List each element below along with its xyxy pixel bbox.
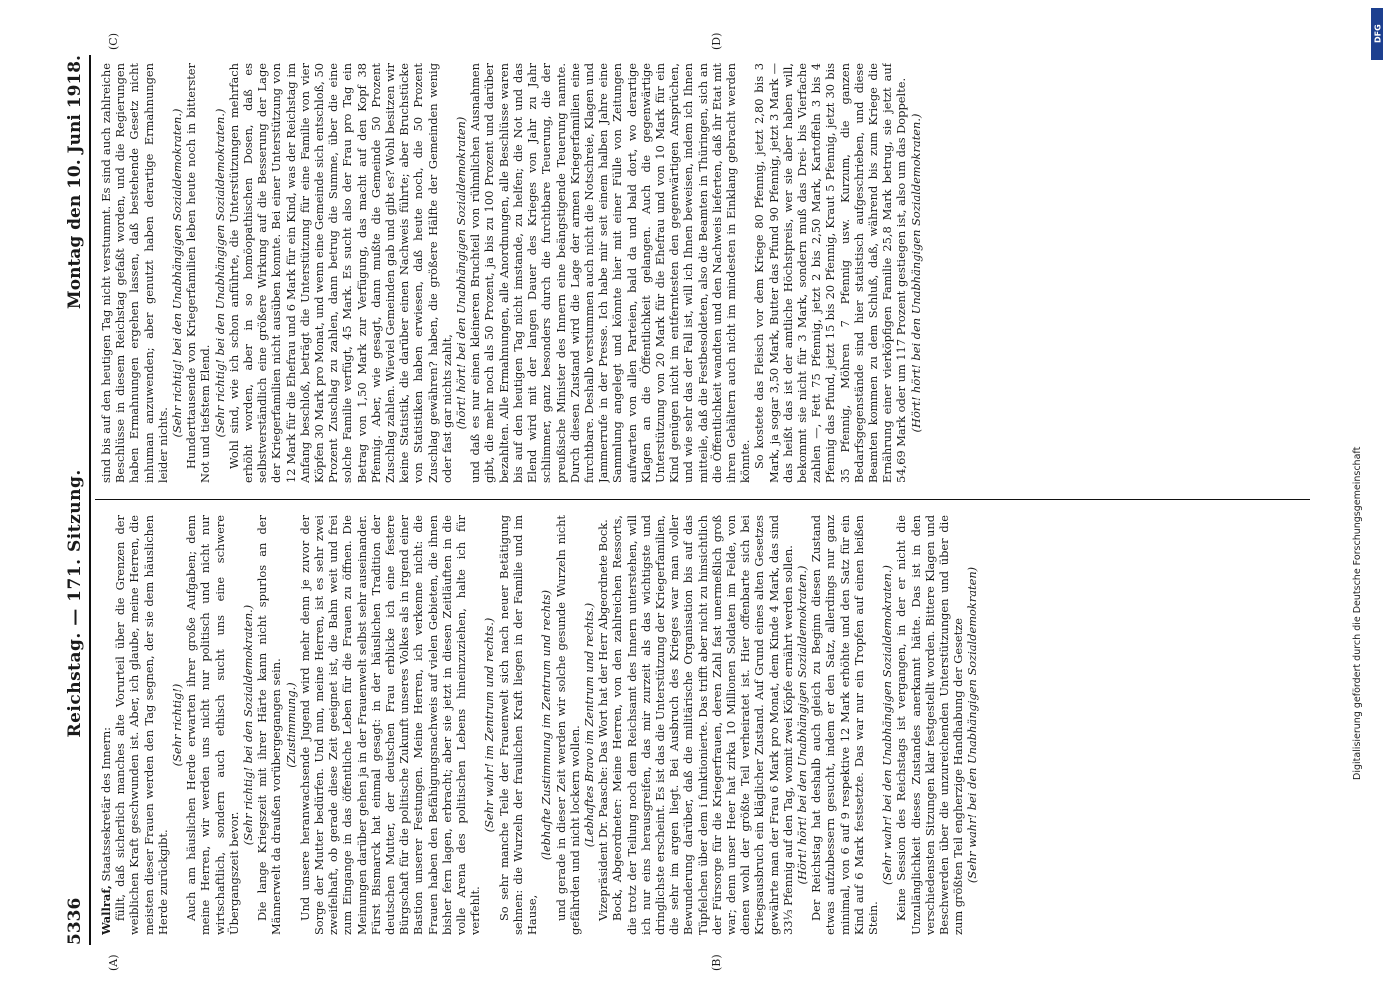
paragraph: Die lange Kriegszeit mit ihrer Härte kann nicht spurlos an der Männerwelt da draußen vorübergegangen sein. — [255, 515, 284, 935]
interjection: (Hört! hört! bei den Unabhängigen Sozialdemokraten.) — [908, 113, 923, 433]
dfg-logo: DFG — [1371, 8, 1383, 60]
page-number: 5336 — [65, 897, 85, 945]
paragraph: Auch am häuslichen Herde erwarten ihrer große Aufgaben; denn meine Herren, wir werden uns nicht nur politisch und nicht nur wirtschaftlich, sondern auch ethisch sucht uns eine schwere Übergangszeit bevor. — [184, 515, 241, 935]
interjection: (Sehr wahr! bei den Unabhängigen Sozialdemokraten.) — [880, 565, 895, 885]
paragraph: Der Reichstag hat deshalb auch gleich zu Beginn diesen Zustand etwas aufzubessern gesucht, indem er den Satz, allerdings nur ganz minimal, von 6 auf 9 respektive 12 Mark erhöhte und den Satz für ein Kind auf 6 Mark festsetzte. Das war nur ein Tropfen auf einen heißen Stein. — [809, 515, 880, 935]
speaker-name: Wallraf, — [99, 885, 113, 935]
interjection: (Sehr wahr! im Zentrum und rechts.) — [482, 617, 497, 833]
paragraph: sind bis auf den heutigen Tag nicht verstummt. Es sind auch zahlreiche Beschlüsse in diesem Reichstag gefaßt worden, und die Regierungen haben Ermahnungen ergehen lassen, daß bestehende Gesetz nicht inhuman anzuwenden; aber genutzt haben derartige Ermahnungen leider nichts. — [99, 63, 170, 483]
speaker-role: Staatssekretär des Innern: — [99, 727, 113, 886]
interjection: (Sehr richtig! bei den Sozialdemokraten.) — [241, 604, 256, 846]
interjection: (Sehr richtig!) — [170, 683, 185, 767]
header-rule — [89, 55, 91, 945]
page-header — [55, 55, 85, 945]
session-date: Montag den 10. Juni 1918. — [65, 55, 85, 310]
interjection: (Zustimmung.) — [283, 682, 298, 768]
paragraph: Hunderttausende von Kriegerfamilien leben heute noch in bitterster Not und tiefstem Elend. — [184, 63, 213, 483]
paragraph: So sehr manche Teile der Frauenwelt sich nach neuer Betätigung sehnen: die Wurzeln der fraulichen Kraft liegen in der Familie und im Hause, — [496, 515, 540, 935]
paragraph: Bock, Abgeordneter: Meine Herren, von den zahlreichen Ressorts, die trotz der Teilung noch dem Reichsamt des Innern unterstehen, will ich nur eins herausgreifen, das mir zurzeit als das wichtigste und dringlichste erscheint. Es ist das die Unterstützung der Kriegerfamilien, die sehr im argen liegt. Bei Ausbruch des Krieges war man voller Bewunderung darüber, daß die militärische Organisation bis auf das Tüpfelchen über dem i funktionierte. Das trifft aber nicht zu hinsichtlich der Fürsorge für die Kriegerfrauen, deren Zahl fast unermeßlich groß war; denn unser Heer hat zirka 10 Millionen Soldaten im Felde, von denen wohl der größte Teil verheiratet ist. Hier offenbarte sich bei Kriegsausbruch ein kläglicher Zustand. Auf Grund eines alten Gesetzes gewährte man der Frau 6 Mark pro Monat, dem Kinde 4 Mark, das sind 33⅓ Pfennig auf den Tag, womit zwei Köpfe ernährt werden sollen. — [610, 515, 795, 935]
margin-mark-a: (A) — [107, 954, 120, 971]
right-column — [99, 63, 1310, 483]
interjection: (Lebhaftes Bravo im Zentrum und rechts.) — [581, 602, 596, 848]
column-divider — [95, 499, 1310, 500]
interjection: (lebhafte Zustimmung im Zentrum und rechts) — [539, 589, 554, 861]
paragraph: füllt, daß sicherlich manches alte Vorurteil über die Grenzen der weiblichen Kraft geschwunden ist. Aber, ich glaube, meine Herren, die meisten dieser Frauen werden den Tag segnen, der sie dem häuslichen Herde zurückgibt. — [113, 515, 170, 935]
interjection: (Sehr richtig! bei den Unabhängigen Sozialdemokraten.) — [170, 108, 185, 438]
paragraph: Vizepräsident Dr. Paasche: Das Wort hat der Herr Abgeordnete Bock. — [596, 519, 611, 921]
margin-mark-c: (C) — [107, 33, 120, 50]
interjection: (hört! hört! bei den Unabhängigen Sozialdemokraten) — [454, 116, 469, 430]
paragraph: und daß es nur einen kleineren Bruchteil von rühmlichen Ausnahmen gibt, die mehr noch als 50 Prozent, ja bis zu 100 Prozent und darüber bezahlten. Alle Ermahnungen, alle Anordnungen, alle Beschlüsse waren bis auf den heutigen Tag nicht imstande, zu helfen; die Not und das Elend wird mit der langen Dauer des Krieges von Jahr zu Jahr schlimmer, ganz besonders durch die furchtbare Teuerung, die der preußische Minister des Innern eine beängstigende Teuerung nannte. Durch diesen Zustand wird die Lage der armen Kriegerfamilien eine furchtbare. Deshalb verstummen auch nicht die Notschreie, Klagen und Jammerrufe in der Presse. Ich habe mir seit einem halben Jahre eine Sammlung angelegt und könnte hier mit einer Fülle von Zeitungen aufwarten von allen Parteien, bald da und bald dort, wo derartige Klagen an die Öffentlichkeit gelangen. Auch die gegenwärtige Unterstützung von 20 Mark für die Ehefrau und von 10 Mark für ein Kind genügen nicht im entferntesten den gegenwärtigen Ansprüchen, und wie sehr das der Fall ist, will ich Ihnen beweisen, indem ich Ihnen mitteile, daß die Festbesoldeten, also die Beamten in Thüringen, sich an die Öffentlichkeit wandten und den Nachweis lieferten, daß ihr Etat mit ihren Gehältern auch nicht im mindesten in Einklang gebracht werden könnte. — [468, 63, 753, 483]
paragraph: Wohl sind, wie ich schon anführte, die Unterstützungen mehrfach erhöht worden, aber in so homöopathischen Dosen, daß es selbstverständlich eine größere Wirkung auf die Besserung der Lage der Kriegerfamilien nicht ausüben konnte. Bei einer Unterstützung von 12 Mark für die Ehefrau und 6 Mark für ein Kind, was der Reichstag im Anfang beschloß, beträgt die Unterstützung für eine Familie von vier Köpfen 30 Mark pro Monat, und wenn eine Gemeinde sich entschloß, 50 Prozent Zuschlag zu zahlen, dann betrug die Summe, über die eine solche Familie verfügt, 45 Mark. Es sucht also der Frau pro Tag ein Betrag von 1,50 Mark zur Verfügung, das macht auf den Kopf 38 Pfennig. Aber, wie gesagt, dann mußte die Gemeinde 50 Prozent Zuschlag zahlen. Wieviel Gemeinden gab und gibt es? Wohl besitzen wir keine Statistik, die darüber einen Nachweis führte; aber Bruchstücke von Statistiken haben erwiesen, daß heute noch, die 50 Prozent Zuschlag gewähren? haben, die größere Hälfte der Gemeinden wenig oder fast gar nichts zahlt, — [226, 63, 454, 483]
left-column — [99, 515, 1310, 935]
interjection: (Sehr wahr! bei den Unabhängigen Sozialdemokraten) — [965, 566, 980, 884]
margin-mark-b: (B) — [710, 954, 723, 971]
paragraph: und gerade in dieser Zeit werden wir solche gesunde Wurzeln nicht gefährden und nicht lockern wollen. — [553, 515, 582, 935]
paragraph: Und unsere heranwachsende Jugend wird mehr denn je zuvor der Sorge der Mutter bedürfen. Und nun, meine Herren, ist es sehr zwei zweifelhaft, ob gerade diese Zeit geeignet ist, die Bahn weit und frei zum Eingange in das öffentliche Leben für die Frauen zu öffnen. Die Meinungen darüber gehen ja in der Frauenwelt selbst sehr auseinander. Fürst Bismarck hat einmal gesagt: in der häuslichen Tradition der deutschen Mutter, der deutschen Frau erblicke ich eine festere Bürgschaft für die politische Zukunft unseres Volkes als in irgend einer Bastion unserer Festungen. Meine Herren, ich verkenne nicht: die Frauen haben den Befähigungsnachweis auf vielen Gebieten, die ihnen bisher fern lagen, erbracht; aber sie jetzt in diesen Zeitläuften in die volle Arena des politischen Lebens hineinzuziehen, halte ich für verfehlt. — [297, 515, 483, 935]
speaker-line — [99, 515, 113, 935]
margin-mark-d: (D) — [710, 32, 723, 50]
digitization-credit: Digitalisierung gefördert durch die Deutsche Forschungsgemeinschaft — [1352, 446, 1363, 780]
session-title: Reichstag. — 171. Sitzung. — [65, 469, 85, 738]
paragraph: Keine Session des Reichstags ist vergangen, in der er nicht die Unzulänglichkeit dieses Zustandes anerkannt hätte. Das ist in den verschiedensten Sitzungen klar festgestellt worden. Bittere Klagen und Beschwerden über die unzureichenden Unterstützungen und über die zum größten Teil engherzige Handhabung der Gesetze — [894, 515, 966, 935]
document-page — [55, 32, 1310, 971]
paragraph: So kostete das Fleisch vor dem Kriege 80 Pfennig, jetzt 2,80 bis 3 Mark, ja sogar 3,50 Mark, Butter das Pfund 90 Pfennig, jetzt 3 Mark — das heißt das ist der amtliche Höchstpreis, wer sie aber haben will, bekommt sie nicht für 3 Mark, sondern muß das Drei- bis Vierfache zahlen —, Fett 75 Pfennig, jetzt 2 bis 2,50 Mark, Kartoffeln 3 bis 4 Pfennig das Pfund, jetzt 15 bis 20 Pfennig, Kraut 5 Pfennig, jetzt 30 bis 35 Pfennig, Möhren 7 Pfennig usw. Kurzum, die ganzen Bedarfsgegenstände sind hier statistisch aufgeschrieben, und diese Beamten kommen zu dem Schluß, daß, während bis zum Kriege die Ernährung einer vierköpfigen Familie 25,8 Mark betrug, sie jetzt auf 54,69 Mark oder um 117 Prozent gestiegen ist, also um das Doppelte. — [752, 63, 909, 483]
interjection: (Hört! hört! bei den Unabhängigen Sozialdemokraten.) — [794, 565, 809, 885]
interjection: (Sehr richtig! bei den Unabhängigen Sozialdemokraten.) — [212, 108, 227, 438]
